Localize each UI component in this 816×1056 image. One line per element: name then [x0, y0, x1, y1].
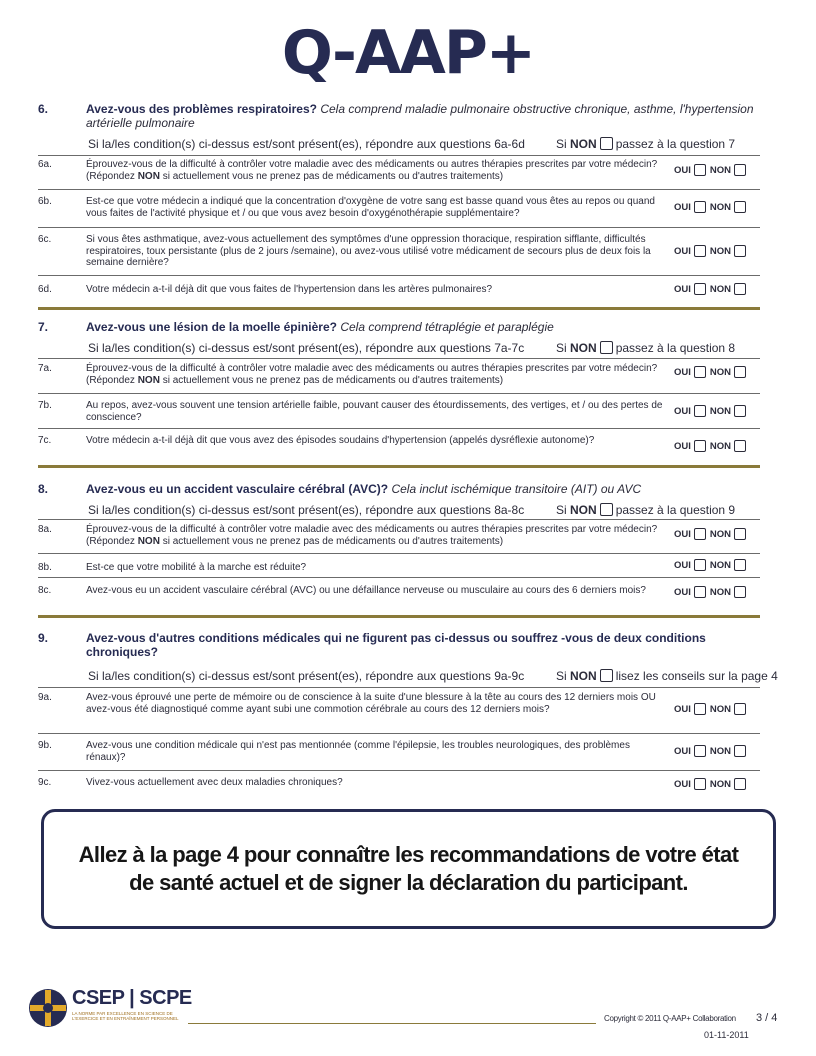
no-checkbox[interactable] [734, 440, 746, 452]
skip-checkbox[interactable] [600, 669, 613, 682]
question-text: Avez-vous éprouvé une perte de mémoire ou de conscience à la suite d'une blessure à la tête au cours des 12 derniers mois OU avez-vous été diagnostiqué comme ayant subi une commotion cérébrale au cours des 12 derniers mois? [86, 692, 656, 715]
footer-divider [188, 1023, 596, 1024]
skip-option: Si NON passez à la question 8 [556, 341, 736, 355]
yes-checkbox[interactable] [694, 703, 706, 715]
question-text: Éprouvez-vous de la difficulté à contrôler votre maladie avec des médicaments ou autres thérapies prescrites par votre médecin? (Répondez NON si actuellement vous ne prenez pas de médicaments ou d'autres traitements) [86, 524, 658, 547]
yes-no-group: OUI NON [674, 778, 750, 791]
question-text: Est-ce que votre mobilité à la marche est réduite? [86, 562, 307, 573]
yes-checkbox[interactable] [694, 528, 706, 540]
divider [38, 358, 760, 359]
yes-no-group: OUI NON [674, 586, 750, 599]
no-checkbox[interactable] [734, 283, 746, 295]
yes-no-group: OUI NON [674, 745, 750, 758]
yes-no-group: OUI NON [674, 440, 750, 453]
section-question-text: Avez-vous d'autres conditions médicales qui ne figurent pas ci-dessus ou souffrez -vous de deux conditions chroniques? [86, 631, 706, 659]
skip-checkbox[interactable] [600, 137, 613, 150]
question-text: Vivez-vous actuellement avec deux maladies chroniques? [86, 777, 343, 788]
section-instruction: Si la/les condition(s) ci-dessus est/sont présent(es), répondre aux questions 7a-7c Si NON passez à la question 8 [88, 341, 736, 355]
skip-option: Si NON passez à la question 9 [556, 503, 736, 517]
no-checkbox[interactable] [734, 245, 746, 257]
no-checkbox[interactable] [734, 528, 746, 540]
yes-checkbox[interactable] [694, 440, 706, 452]
no-checkbox[interactable] [734, 164, 746, 176]
skip-option: Si NON passez à la question 7 [556, 137, 736, 151]
section-divider [38, 465, 760, 468]
skip-checkbox[interactable] [600, 341, 613, 354]
yes-checkbox[interactable] [694, 778, 706, 790]
yes-no-group: OUI NON [674, 366, 750, 379]
divider [38, 189, 760, 190]
question-text: Votre médecin a-t-il déjà dit que vous faites de l'hypertension dans les artères pulmonaires? [86, 284, 493, 295]
yes-no-group: OUI NON [674, 703, 750, 716]
yes-no-group: OUI NON [674, 559, 750, 572]
section-number: 6. [38, 102, 49, 116]
section-question-text: Avez-vous eu un accident vasculaire cérébral (AVC)? Cela inclut ischémique transitoire (AIT) ou AVC [86, 482, 642, 496]
page-number: 3 / 4 [756, 1012, 778, 1024]
divider [38, 519, 760, 520]
skip-checkbox[interactable] [600, 503, 613, 516]
section-number: 9. [38, 631, 49, 645]
yes-no-group: OUI NON [674, 201, 750, 214]
question-text: Avez-vous une condition médicale qui n'est pas mentionnée (comme l'épilepsie, les troubles neurologiques, des problèmes rénaux)? [86, 740, 630, 763]
divider [38, 687, 760, 688]
no-checkbox[interactable] [734, 703, 746, 715]
instruction-callout [41, 809, 776, 929]
callout-text: Allez à la page 4 pour connaître les recommandations de votre état de santé actuel et de signer la déclaration du participant. [78, 842, 739, 895]
no-checkbox[interactable] [734, 366, 746, 378]
yes-no-group: OUI NON [674, 245, 750, 258]
section-divider [38, 615, 760, 618]
section-question-text: Avez-vous des problèmes respiratoires? Cela comprend maladie pulmonaire obstructive chronique, asthme, l'hypertension artérielle pulmonaire [86, 102, 754, 130]
no-checkbox[interactable] [734, 559, 746, 571]
no-checkbox[interactable] [734, 586, 746, 598]
question-text: Votre médecin a-t-il déjà dit que vous avez des épisodes soudains d'hypertension (appelés dysréflexie autonome)? [86, 435, 595, 446]
yes-no-group: OUI NON [674, 283, 750, 296]
yes-checkbox[interactable] [694, 201, 706, 213]
divider [38, 577, 760, 578]
no-checkbox[interactable] [734, 405, 746, 417]
yes-checkbox[interactable] [694, 586, 706, 598]
yes-checkbox[interactable] [694, 245, 706, 257]
no-checkbox[interactable] [734, 201, 746, 213]
page-title: Q-AAP+ [281, 18, 535, 88]
yes-no-group: OUI NON [674, 164, 750, 177]
section-number: 7. [38, 320, 49, 334]
logo-tagline: LA NORME PAR EXCELLENCE EN SCIENCE DE L'EXERCICE ET EN ENTRAÎNEMENT PERSONNEL [72, 1011, 179, 1021]
question-text: Est-ce que votre médecin a indiqué que la concentration d'oxygène de votre sang est basse quand vous êtes au repos ou quand vous faites de l'activité physique et / ou que vous avez besoin d'oxygénothérapie supplémentaire? [86, 196, 655, 219]
yes-no-group: OUI NON [674, 528, 750, 541]
yes-checkbox[interactable] [694, 283, 706, 295]
yes-checkbox[interactable] [694, 366, 706, 378]
logo-text: CSEP | SCPE [72, 987, 192, 1009]
yes-no-group: OUI NON [674, 405, 750, 418]
csep-scpe-logo [28, 986, 192, 1030]
divider [38, 553, 760, 554]
divider [38, 770, 760, 771]
yes-checkbox[interactable] [694, 745, 706, 757]
question-text: Au repos, avez-vous souvent une tension artérielle faible, pouvant causer des étourdissements, des vertiges, et / ou des pertes de conscience? [86, 400, 663, 423]
skip-option: Si NON lisez les conseils sur la page 4 [556, 669, 778, 683]
yes-checkbox[interactable] [694, 405, 706, 417]
section-instruction: Si la/les condition(s) ci-dessus est/sont présent(es), répondre aux questions 9a-9c Si NON lisez les conseils sur la page 4 [88, 669, 778, 683]
copyright-text: Copyright © 2011 Q-AAP+ Collaboration [604, 1014, 736, 1023]
question-text: Éprouvez-vous de la difficulté à contrôler votre maladie avec des médicaments ou autres thérapies prescrites par votre médecin? (Répondez NON si actuellement vous ne prenez pas de médicaments ou d'autres traitements) [86, 363, 658, 386]
yes-checkbox[interactable] [694, 559, 706, 571]
divider [38, 733, 760, 734]
divider [38, 227, 760, 228]
section-instruction: Si la/les condition(s) ci-dessus est/sont présent(es), répondre aux questions 6a-6d Si NON passez à la question 7 [88, 137, 736, 151]
yes-checkbox[interactable] [694, 164, 706, 176]
question-text: Si vous êtes asthmatique, avez-vous actuellement des symptômes d'une oppression thoracique, respiration sifflante, difficultés respiratoires, toux persistante (plus de 2 jours /semaine), ou avez-vous utilisé votre médicament de secours plus de deux fois la semaine dernière? [86, 234, 651, 268]
footer-date: 01-11-2011 [704, 1030, 749, 1040]
no-checkbox[interactable] [734, 778, 746, 790]
question-text: Éprouvez-vous de la difficulté à contrôler votre maladie avec des médicaments ou autres thérapies prescrites par votre médecin? (Répondez NON si actuellement vous ne prenez pas de médicaments ou d'autres traitements) [86, 159, 658, 182]
csep-emblem-icon [28, 988, 68, 1028]
section-instruction: Si la/les condition(s) ci-dessus est/sont présent(es), répondre aux questions 8a-8c Si NON passez à la question 9 [88, 503, 736, 517]
no-checkbox[interactable] [734, 745, 746, 757]
divider [38, 275, 760, 276]
section-divider [38, 307, 760, 310]
section-question-text: Avez-vous une lésion de la moelle épinière? Cela comprend tétraplégie et paraplégie [86, 320, 554, 334]
divider [38, 155, 760, 156]
divider [38, 428, 760, 429]
divider [38, 393, 760, 394]
question-text: Avez-vous eu un accident vasculaire cérébral (AVC) ou une défaillance nerveuse ou musculaire au cours des 6 derniers mois? [86, 585, 646, 596]
section-number: 8. [38, 482, 49, 496]
